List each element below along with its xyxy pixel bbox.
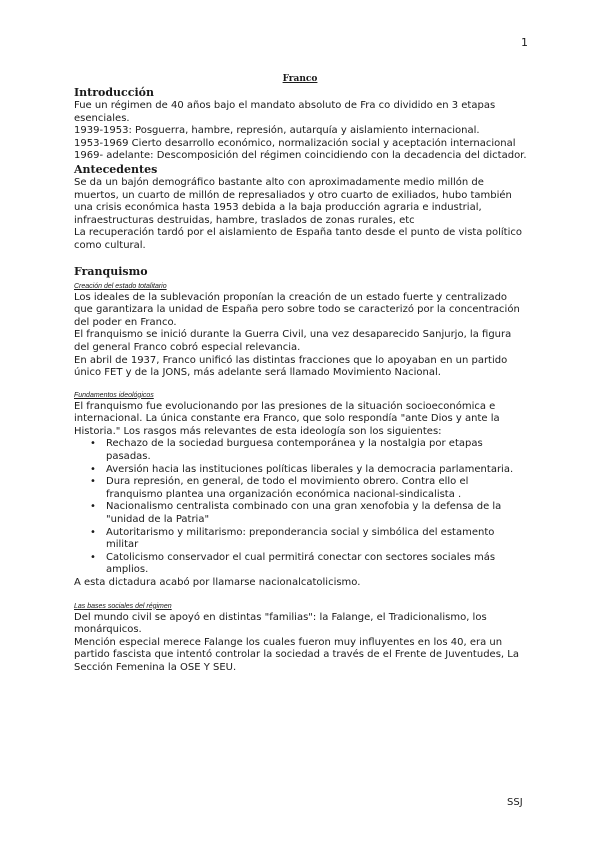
bases-subheading: Las bases sociales del régimen <box>74 602 172 610</box>
fundamentos-closing: A esta dictadura acabó por llamarse nacionalcatolicismo. <box>74 577 361 588</box>
fundamentos-list <box>74 438 528 577</box>
bases-paragraph: Mención especial merece Falange los cuales fueron muy influyentes en los 40, era un partido fascista que intentó controlar la sociedad a través de el Frente de Juventudes, La Sección Femenina la OSE Y SEU. <box>74 636 519 673</box>
document-title: Franco <box>282 74 318 84</box>
intro-heading: Introducción <box>74 86 154 99</box>
list-item: • Dura represión, en general, de todo el movimiento obrero. Contra ello el franquismo plantea una organización económica nacional-sindicalista . <box>106 476 528 501</box>
creacion-subheading: Creación del estado totalitario <box>74 282 167 290</box>
intro-line: Fue un régimen de 40 años bajo el mandato absoluto de Fra co dividido en 3 etapas esenciales. <box>74 100 496 124</box>
antecedentes-heading: Antecedentes <box>74 162 158 176</box>
footer-initials: SSJ <box>507 797 523 808</box>
bases-paragraph: Del mundo civil se apoyó en distintas "familias": la Falange, el Tradicionalismo, los monárquicos. <box>74 611 487 636</box>
document-body <box>74 86 528 675</box>
creacion-paragraph: Los ideales de la sublevación proponían la creación de un estado fuerte y centralizado que garantizara la unidad de España pero sobre todo se caracterizó por la concentración del poder en Franco. <box>74 291 520 328</box>
antecedentes-paragraph: La recuperación tardó por el aislamiento de España tanto desde el punto de vista político como cultural. <box>74 227 522 251</box>
fundamentos-subheading: Fundamentos ideológicos <box>74 391 154 399</box>
creacion-paragraph: El franquismo se inició durante la Guerra Civil, una vez desaparecido Sanjurjo, la figura del general Franco cobró especial relevancia. <box>74 329 512 353</box>
intro-line: 1953-1969 Cierto desarrollo económico, normalización social y aceptación internacional <box>74 137 516 149</box>
fundamentos-intro: El franquismo fue evolucionando por las presiones de la situación socioeconómica e internacional. La única constante era Franco, que solo respondía "ante Dios y ante la Historia." Los rasgos más relevantes de esta ideología son los siguientes: <box>74 400 500 437</box>
page-number: 1 <box>521 36 528 49</box>
list-item: • Catolicismo conservador el cual permitirá conectar con sectores sociales más amplios. <box>106 552 528 577</box>
creacion-paragraph: En abril de 1937, Franco unificó las distintas fracciones que lo apoyaban en un partido único FET y de la JONS, más adelante será llamado Movimiento Nacional. <box>74 354 508 379</box>
franquismo-heading: Franquismo <box>74 264 148 278</box>
list-item: • Nacionalismo centralista combinado con una gran xenofobia y la defensa de la "unidad de la Patria" <box>106 501 528 526</box>
list-item: • Rechazo de la sociedad burguesa contemporánea y la nostalgia por etapas pasadas. <box>106 438 528 463</box>
antecedentes-paragraph: Se da un bajón demográfico bastante alto con aproximadamente medio millón de muertos, un cuarto de millón de represaliados y otro cuarto de exiliados, hubo también una crisis económica hasta 1953 debida a la baja producción agraria e industrial, infraestructuras destruidas, hambre, traslados de zonas rurales, etc <box>74 176 512 226</box>
intro-line: 1969- adelante: Descomposición del régimen coincidiendo con la decadencia del dictador. <box>74 150 527 162</box>
list-item: • Aversión hacia las instituciones políticas liberales y la democracia parlamentaria. <box>106 464 528 477</box>
intro-line: 1939-1953: Posguerra, hambre, represión, autarquía y aislamiento internacional. <box>74 125 480 137</box>
list-item: • Autoritarismo y militarismo: preponderancia social y simbólica del estamento militar <box>106 527 528 552</box>
